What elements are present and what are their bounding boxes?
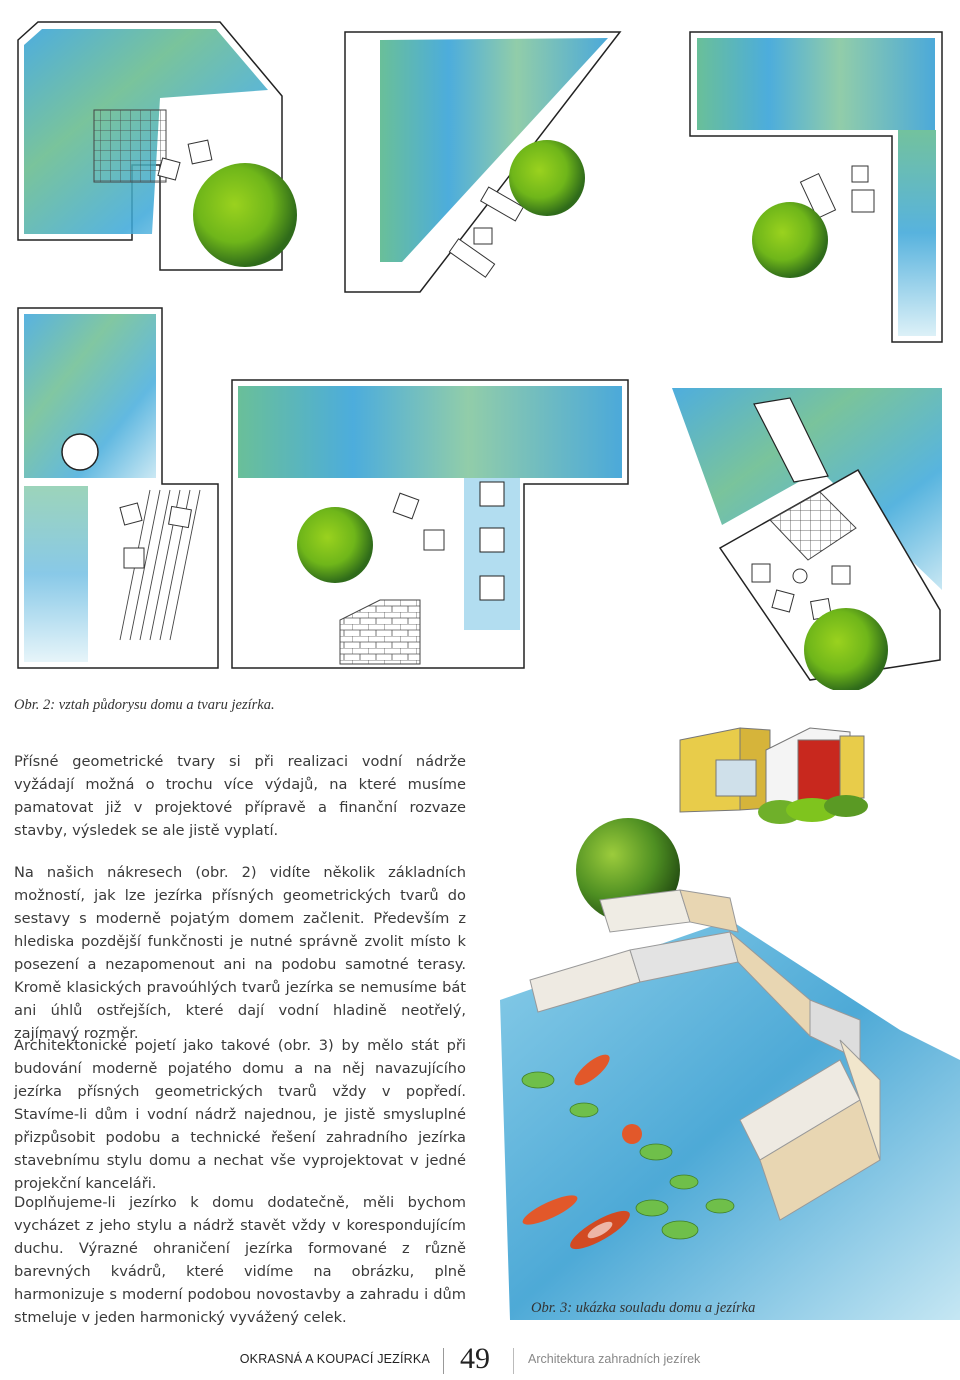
paragraph-2: Na našich nákresech (obr. 2) vidíte několik základních možností, jak lze jezírka přísných geometrických tvarů do sestavy s moderně pojatým domem začlenit. Především z hlediska pozdější funkčnosti je nutné správně zvolit místo k posezení a nezapomenout ani na podobu samotné terasy. Kromě klasických pravoúhlých tvarů jezírka se nemusíme bát ani úhlů ostřejších, které dají vodní hladině neotřelý, zajímavý rozměr. — [14, 864, 466, 1042]
footer-title: OKRASNÁ A KOUPACÍ JEZÍRKA — [239, 1352, 430, 1366]
shrub-icon — [804, 608, 888, 690]
footer-divider — [513, 1348, 514, 1374]
figure-3-caption: Obr. 3: ukázka souladu domu a jezírka — [531, 1300, 756, 1316]
figure-3-illustration — [480, 700, 960, 1320]
page-number: 49 — [460, 1342, 490, 1375]
footer-section: Architektura zahradních jezírek — [528, 1352, 701, 1366]
shrub-icon — [297, 507, 373, 583]
paragraph-3: Architektonické pojetí jako takové (obr. 3) by mělo stát při budování moderně pojatého domu a na něj navazujícího jezírka přísných geometrických tvarů vždy v popředí. Stavíme-li dům i vodní nádrž najednou, je jistě smysluplné přizpůsobit podobu a technické řešení zahradního jezírka stavebnímu stylu domu a nechat vše vyprojektovat v jedné projekční kanceláři. — [14, 1037, 466, 1192]
paragraph-1: Přísné geometrické tvary si při realizaci vodní nádrže vyžádají možná o trochu více výdajů, na které musíme pamatovat již v projektové přípravě a finanční rozvaze stavby, výsledek se ale jistě vyplatí. — [14, 753, 466, 839]
footer-divider — [443, 1348, 444, 1374]
shrub-icon — [509, 140, 585, 216]
water-lily-icon — [622, 1124, 642, 1144]
paragraph-4: Doplňujeme-li jezírko k domu dodatečně, měli bychom vycházet z jeho stylu a nádrž stavět vždy v korespondujícím duchu. Výrazné ohraničení jezírka formované z různě barevných kvádrů, které vidíme na obrázku, plně harmonizuje s moderní podobou novostavby a zahradu i dům stmeluje v jeden harmonický vyvážený celek. — [14, 1194, 466, 1326]
page-footer — [0, 1340, 960, 1380]
plan-3 — [690, 32, 942, 342]
plan-6 — [672, 384, 942, 690]
shrub-icon — [193, 163, 297, 267]
plan-1 — [18, 22, 297, 270]
plan-4 — [18, 308, 218, 668]
plan-5 — [232, 380, 628, 668]
shrub-icon — [752, 202, 828, 278]
plan-2 — [345, 32, 620, 292]
figure-2-caption: Obr. 2: vztah půdorysu domu a tvaru jezírka. — [14, 697, 275, 713]
